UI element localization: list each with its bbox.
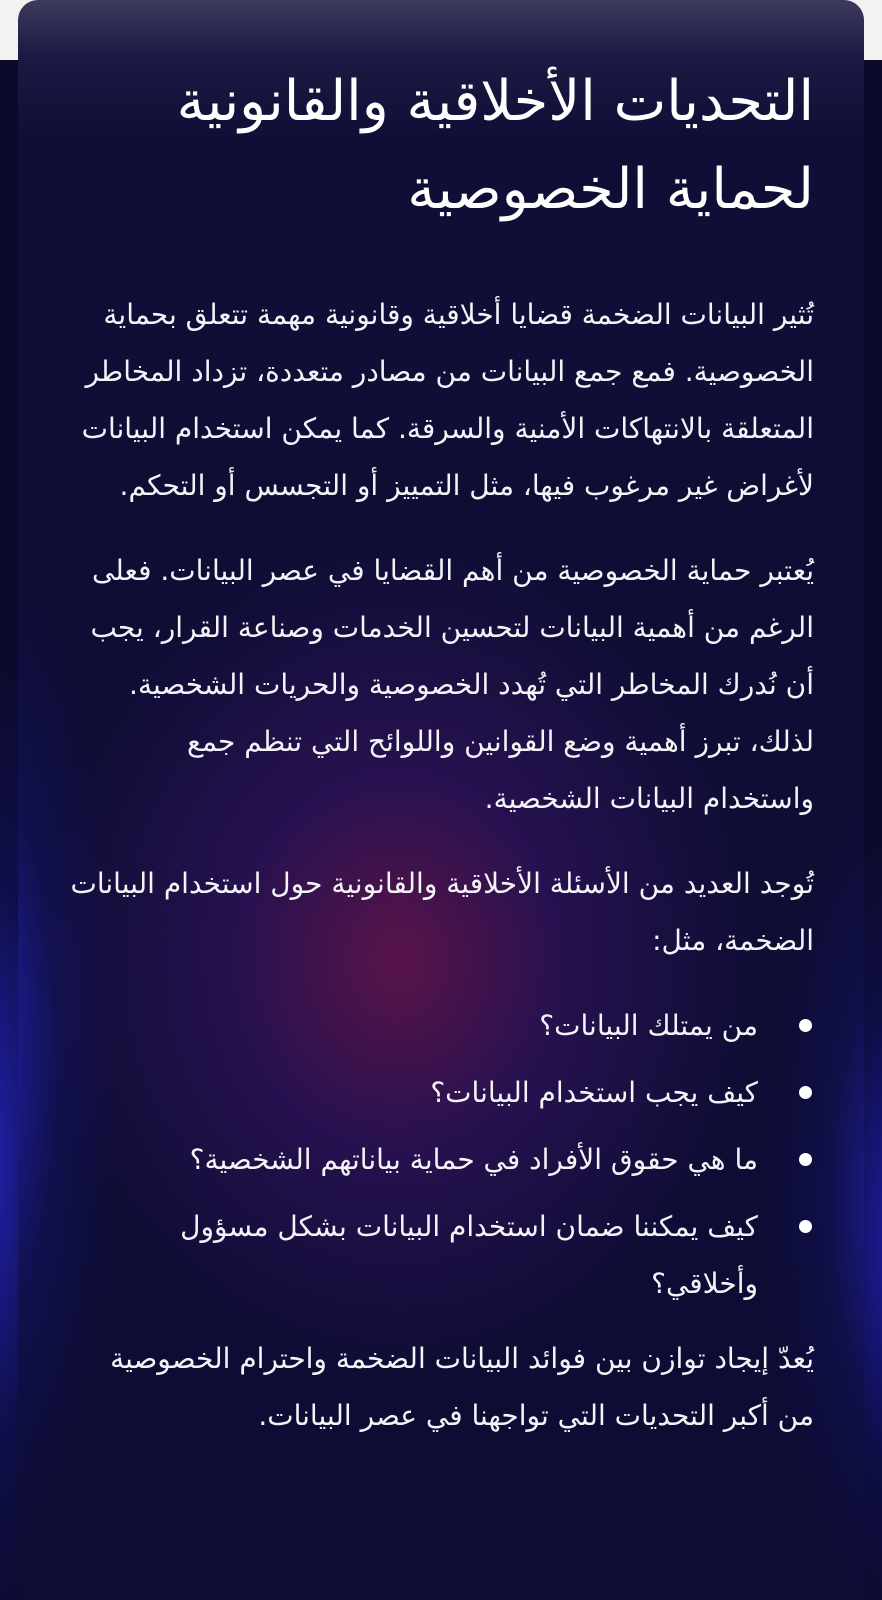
- bullet-dot: [799, 1220, 812, 1233]
- list-item-text: ما هي حقوق الأفراد في حماية بياناتهم الشخصية؟: [189, 1143, 758, 1176]
- paragraph-conclusion: يُعدّ إيجاد توازن بين فوائد البيانات الضخمة واحترام الخصوصية من أكبر التحديات التي تواجهنا في عصر البيانات.: [110, 1342, 814, 1432]
- article-content: [70, 58, 814, 1472]
- paragraph-privacy-importance: يُعتبر حماية الخصوصية من أهم القضايا في عصر البيانات. فعلى الرغم من أهمية البيانات لتحسين الخدمات وصناعة القرار، يجب أن نُدرك المخاطر التي تُهدد الخصوصية والحريات الشخصية. لذلك، تبرز أهمية وضع القوانين واللوائح التي تنظم جمع واستخدام البيانات الشخصية.: [90, 554, 814, 815]
- bullet-dot: [799, 1153, 812, 1166]
- paragraph-privacy-issues: تُثير البيانات الضخمة قضايا أخلاقية وقانونية مهمة تتعلق بحماية الخصوصية. فمع جمع البيانات من مصادر متعددة، تزداد المخاطر المتعلقة بالانتهاكات الأمنية والسرقة. كما يمكن استخدام البيانات لأغراض غير مرغوب فيها، مثل التمييز أو التجسس أو التحكم.: [81, 298, 814, 502]
- list-item-text: كيف يمكننا ضمان استخدام البيانات بشكل مسؤول وأخلاقي؟: [180, 1210, 758, 1300]
- list-item-text: من يمتلك البيانات؟: [539, 1009, 758, 1042]
- list-item: [70, 1198, 814, 1312]
- bullet-dot: [799, 1019, 812, 1032]
- paragraph-questions-intro: تُوجد العديد من الأسئلة الأخلاقية والقانونية حول استخدام البيانات الضخمة، مثل:: [70, 867, 814, 957]
- bullet-dot: [799, 1086, 812, 1099]
- article-title: التحديات الأخلاقية والقانونية لحماية الخصوصية: [176, 69, 814, 222]
- article-card: [18, 0, 864, 1600]
- list-item-text: كيف يجب استخدام البيانات؟: [430, 1076, 758, 1109]
- questions-list: [70, 997, 814, 1312]
- list-item: [70, 1064, 814, 1121]
- list-item: [70, 997, 814, 1054]
- list-item: [70, 1131, 814, 1188]
